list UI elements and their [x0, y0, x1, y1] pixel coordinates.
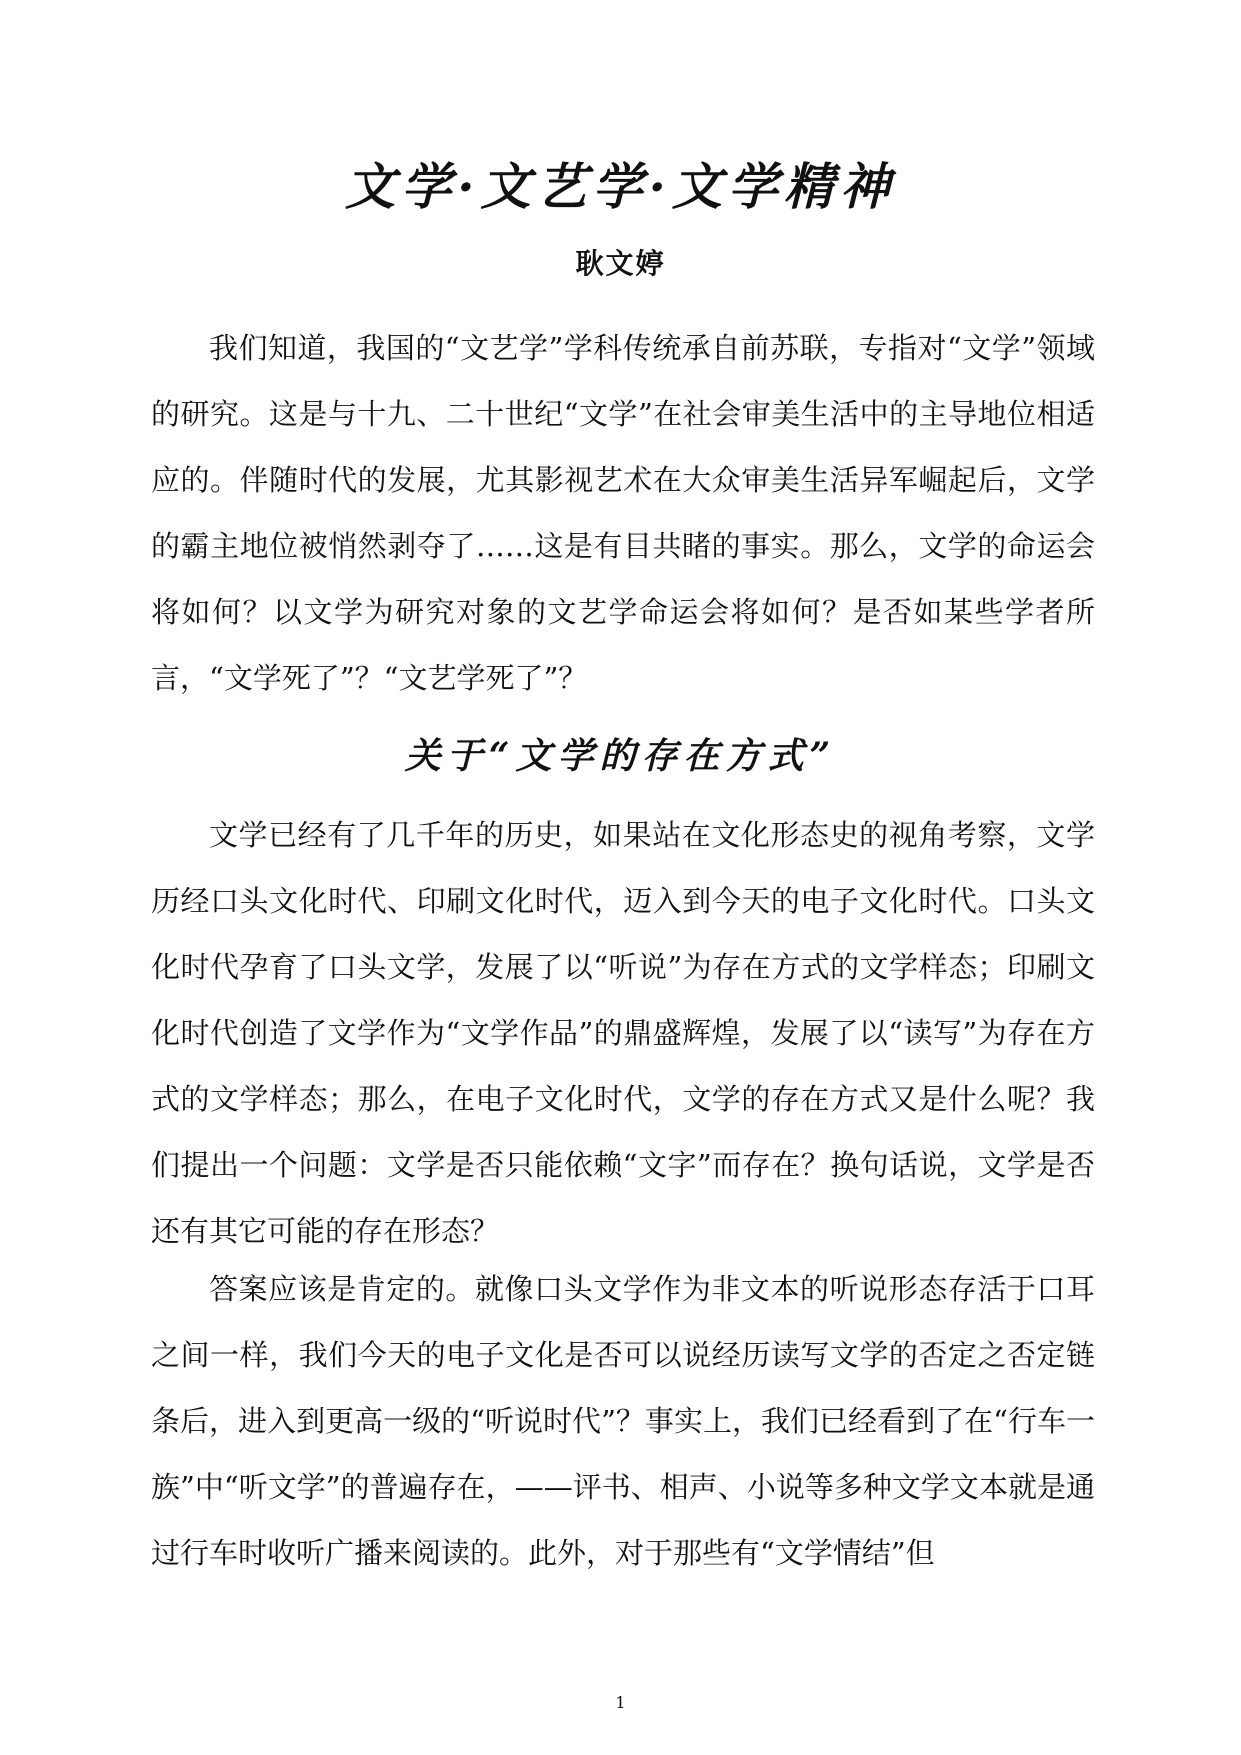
paragraph: 文学已经有了几千年的历史，如果站在文化形态史的视角考察，文学历经口头文化时代、印刷文化时代，迈入到今天的电子文化时代。口头文化时代孕育了口头文学，发展了以“听说”为存在方式的文学样态；印刷文化时代创造了文学作为“文学作品”的鼎盛辉煌，发展了以“读写”为存在方式的文学样态；那么，在电子文化时代，文学的存在方式又是什么呢？我们提出一个问题：文学是否只能依赖“文字”而存在？换句话说，文学是否还有其它可能的存在形态？ [151, 818, 1095, 1248]
paragraph: 答案应该是肯定的。就像口头文学作为非文本的听说形态存活于口耳之间一样，我们今天的电子文化是否可以说经历读写文学的否定之否定链条后，进入到更高一级的“听说时代”？事实上，我们已经看到了在“行车一族”中“听文学”的普遍存在，——评书、相声、小说等多种文学文本就是通过行车时收听广播来阅读的。此外，对于那些有“文学情结”但 [151, 1272, 1095, 1570]
author-name: 耿文婷 [575, 247, 666, 280]
section-heading: 关于“文学的存在方式” [404, 735, 837, 777]
paragraph: 我们知道，我国的“文艺学”学科传统承自前苏联，专指对“文学”领域的研究。这是与十九、二十世纪“文学”在社会审美生活中的主导地位相适应的。伴随时代的发展，尤其影视艺术在大众审美生活异军崛起后，文学的霸主地位被悄然剥夺了……这是有目共睹的事实。那么，文学的命运会将如何？以文学为研究对象的文艺学命运会将如何？是否如某些学者所言，“文学死了”？“文艺学死了”？ [151, 331, 1095, 695]
page-number: 1 [615, 1693, 626, 1712]
document-title: 文学·文艺学·文学精神 [345, 157, 896, 216]
